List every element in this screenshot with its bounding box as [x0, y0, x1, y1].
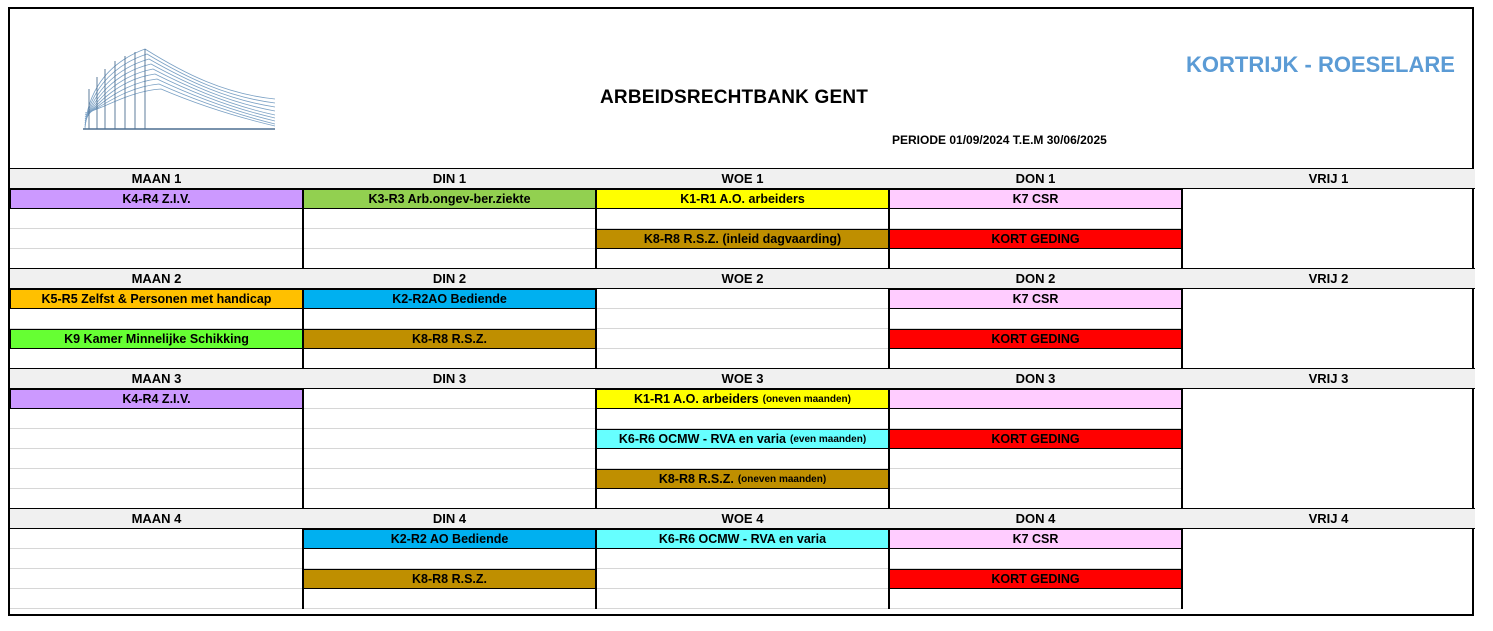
schedule-slot	[303, 209, 596, 229]
schedule-slot	[10, 429, 303, 449]
day-header: VRIJ 4	[1182, 509, 1475, 529]
schedule-slot	[596, 409, 889, 429]
schedule-slot	[889, 469, 1182, 489]
chamber-session	[10, 389, 303, 409]
schedule-slot	[10, 489, 303, 509]
chamber-session	[596, 189, 889, 209]
chamber-session	[303, 189, 596, 209]
session-label: K7 CSR	[1012, 292, 1059, 306]
schedule-slot	[303, 409, 596, 429]
session-label: KORT GEDING	[991, 572, 1080, 586]
chamber-session	[889, 189, 1182, 209]
schedule-slot	[10, 589, 303, 609]
schedule-slot	[10, 349, 303, 369]
column-divider	[888, 389, 890, 509]
region-title: KORTRIJK - ROESELARE	[1186, 52, 1455, 77]
calendar-sheet	[8, 7, 1474, 616]
chamber-session	[889, 569, 1182, 589]
chamber-session	[303, 529, 596, 549]
period-label: PERIODE 01/09/2024 T.E.M 30/06/2025	[892, 133, 1107, 147]
column-divider	[302, 389, 304, 509]
schedule-slot	[303, 249, 596, 269]
day-header: DIN 4	[303, 509, 596, 529]
schedule-slot	[303, 549, 596, 569]
session-label: K6-R6 OCMW - RVA en varia	[658, 532, 827, 546]
schedule-slot	[10, 209, 303, 229]
chamber-session	[10, 189, 303, 209]
schedule-slot	[889, 309, 1182, 329]
column-divider	[595, 189, 597, 269]
chamber-session	[889, 429, 1182, 449]
column-divider	[302, 529, 304, 609]
schedule-slot	[596, 589, 889, 609]
session-label: K8-R8 R.S.Z. (inleid dagvaarding)	[643, 232, 842, 246]
chamber-session	[10, 289, 303, 309]
column-divider	[888, 289, 890, 369]
day-header: DIN 3	[303, 369, 596, 389]
day-header: VRIJ 3	[1182, 369, 1475, 389]
session-label: K8-R8 R.S.Z.	[411, 332, 487, 346]
session-note: (even maanden)	[790, 433, 867, 445]
schedule-slot	[10, 569, 303, 589]
column-divider	[595, 529, 597, 609]
schedule-slot	[303, 389, 596, 409]
session-label: K7 CSR	[1012, 192, 1059, 206]
schedule-slot	[596, 549, 889, 569]
chamber-session	[303, 569, 596, 589]
day-header: WOE 3	[596, 369, 889, 389]
day-header: WOE 4	[596, 509, 889, 529]
schedule-slot	[889, 489, 1182, 509]
chamber-session	[596, 429, 889, 449]
session-label: K2-R2AO Bediende	[392, 292, 507, 306]
column-divider	[888, 189, 890, 269]
day-header: MAAN 1	[10, 169, 303, 189]
schedule-slot	[596, 449, 889, 469]
session-label: K6-R6 OCMW - RVA en varia	[618, 432, 787, 446]
schedule-slot	[10, 529, 303, 549]
schedule-slot	[596, 309, 889, 329]
column-divider	[302, 189, 304, 269]
day-header: DIN 1	[303, 169, 596, 189]
schedule-slot	[303, 489, 596, 509]
day-header: MAAN 4	[10, 509, 303, 529]
day-header: WOE 1	[596, 169, 889, 189]
day-header: MAAN 3	[10, 369, 303, 389]
schedule-slot	[596, 329, 889, 349]
schedule-slot	[596, 289, 889, 309]
schedule-slot	[10, 249, 303, 269]
chamber-session	[303, 329, 596, 349]
chamber-session	[889, 229, 1182, 249]
session-label: K1-R1 A.O. arbeiders	[680, 192, 805, 206]
column-divider	[595, 389, 597, 509]
day-header: WOE 2	[596, 269, 889, 289]
day-header: VRIJ 1	[1182, 169, 1475, 189]
chamber-session	[889, 529, 1182, 549]
schedule-slot	[596, 249, 889, 269]
schedule-slot	[889, 349, 1182, 369]
session-note: (oneven maanden)	[737, 473, 827, 485]
chamber-session	[596, 389, 889, 409]
session-label: K4-R4 Z.I.V.	[122, 192, 191, 206]
schedule-slot	[889, 549, 1182, 569]
column-divider	[302, 289, 304, 369]
session-note: (oneven maanden)	[762, 393, 851, 405]
chamber-session	[10, 329, 303, 349]
day-header: DON 3	[889, 369, 1182, 389]
schedule-slot	[10, 449, 303, 469]
schedule-slot	[889, 209, 1182, 229]
schedule-slot	[303, 349, 596, 369]
session-label: K9 Kamer Minnelijke Schikking	[64, 332, 249, 346]
schedule-slot	[303, 309, 596, 329]
session-label: KORT GEDING	[991, 432, 1080, 446]
schedule-slot	[10, 229, 303, 249]
session-label: K4-R4 Z.I.V.	[122, 392, 191, 406]
chamber-session	[889, 389, 1182, 409]
chamber-session	[596, 469, 889, 489]
schedule-slot	[10, 469, 303, 489]
session-label: K8-R8 R.S.Z.	[658, 472, 734, 486]
session-label: K7 CSR	[1012, 532, 1059, 546]
session-label: KORT GEDING	[991, 332, 1080, 346]
schedule-slot	[10, 309, 303, 329]
schedule-slot	[596, 209, 889, 229]
session-label: K1-R1 A.O. arbeiders	[634, 392, 759, 406]
column-divider	[888, 529, 890, 609]
day-header: VRIJ 2	[1182, 269, 1475, 289]
schedule-slot	[303, 229, 596, 249]
schedule-slot	[889, 409, 1182, 429]
column-divider	[1181, 529, 1183, 609]
chamber-session	[889, 329, 1182, 349]
schedule-slot	[889, 589, 1182, 609]
session-label: K2-R2 AO Bediende	[390, 532, 509, 546]
schedule-slot	[889, 449, 1182, 469]
session-label: KORT GEDING	[991, 232, 1080, 246]
schedule-slot	[596, 349, 889, 369]
schedule-slot	[303, 589, 596, 609]
day-header: DON 1	[889, 169, 1182, 189]
page-title: ARBEIDSRECHTBANK GENT	[600, 87, 869, 108]
schedule-slot	[596, 489, 889, 509]
column-divider	[1181, 389, 1183, 509]
column-divider	[595, 289, 597, 369]
schedule-slot	[303, 429, 596, 449]
column-divider	[1181, 289, 1183, 369]
day-header: MAAN 2	[10, 269, 303, 289]
schedule-slot	[303, 469, 596, 489]
schedule-slot	[303, 449, 596, 469]
session-label: K5-R5 Zelfst & Personen met handicap	[41, 292, 272, 306]
schedule-slot	[889, 249, 1182, 269]
chamber-session	[596, 529, 889, 549]
chamber-session	[889, 289, 1182, 309]
day-header: DON 4	[889, 509, 1182, 529]
sheet-header	[10, 9, 1472, 169]
schedule-slot	[10, 409, 303, 429]
schedule-slot	[10, 549, 303, 569]
building-logo-icon	[75, 39, 275, 131]
schedule-slot	[596, 569, 889, 589]
day-header: DIN 2	[303, 269, 596, 289]
session-label: K8-R8 R.S.Z.	[411, 572, 487, 586]
day-header: DON 2	[889, 269, 1182, 289]
column-divider	[1181, 189, 1183, 269]
session-label: K3-R3 Arb.ongev-ber.ziekte	[368, 192, 531, 206]
chamber-session	[596, 229, 889, 249]
chamber-session	[303, 289, 596, 309]
